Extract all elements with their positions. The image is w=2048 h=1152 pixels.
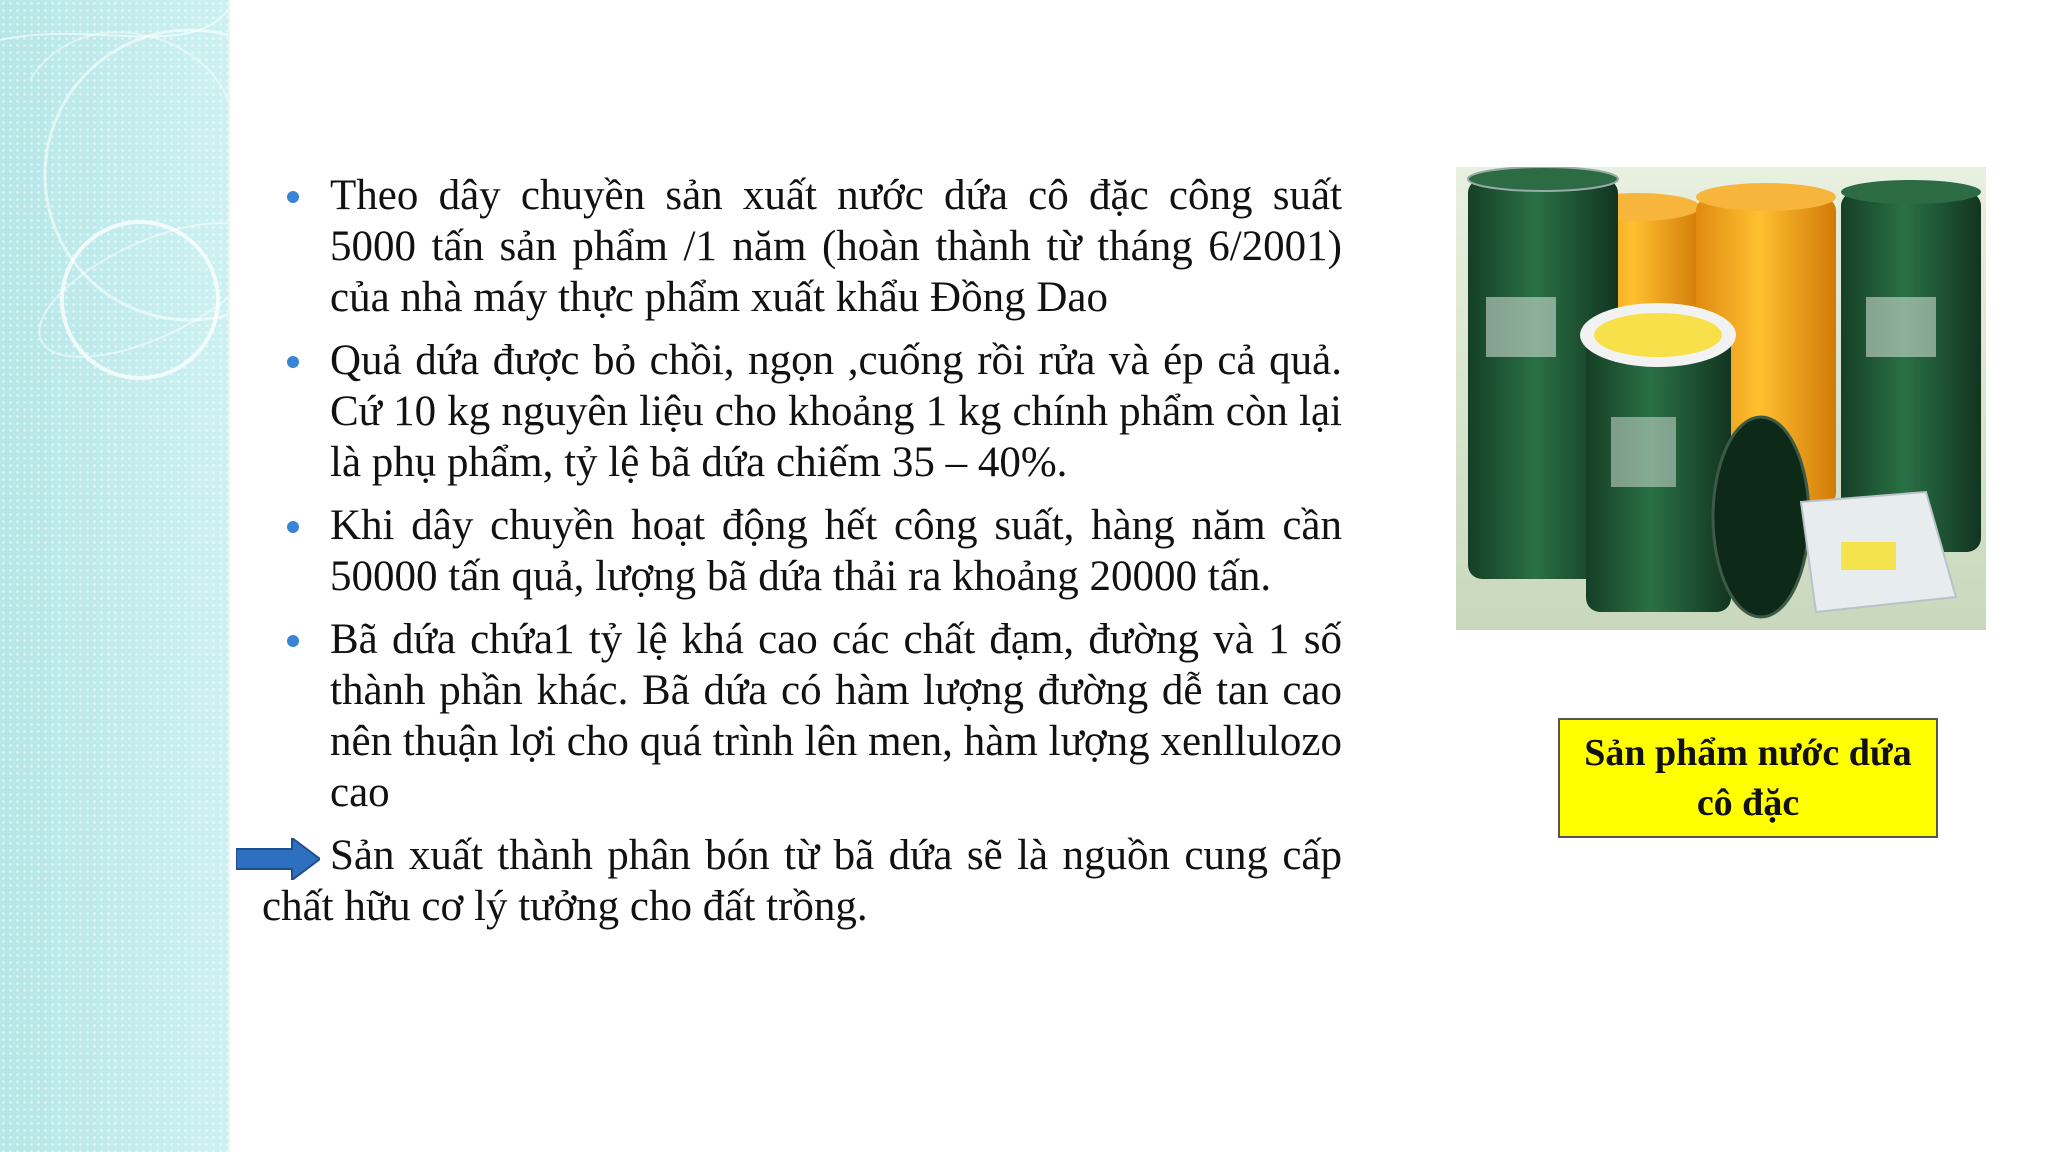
bullet-text: Khi dây chuyền hoạt động hết công suất, hàng năm cần 50000 tấn quả, lượng bã dứa thải ra khoảng 20000 tấn. [330, 502, 1342, 600]
barrels-illustration [1456, 167, 1986, 630]
caption-text: Sản phẩm nước dứa cô đặc [1584, 732, 1912, 824]
bullet-text: Bã dứa chứa1 tỷ lệ khá cao các chất đạm, đường và 1 số thành phần khác. Bã dứa có hàm lượng đường dễ tan cao nên thuận lợi cho quá trình lên men, hàm lượng xenllulozo cao [330, 616, 1342, 816]
bullet-dot-icon [287, 635, 299, 647]
bullet-item [262, 500, 1342, 602]
swirl-decoration [0, 0, 228, 1152]
bullet-list [262, 170, 1342, 818]
bullet-item [262, 170, 1342, 323]
caption-box [1558, 718, 1938, 838]
decorative-sidebar [0, 0, 230, 1152]
bullet-item [262, 335, 1342, 488]
bullet-item [262, 614, 1342, 818]
conclusion-paragraph [262, 830, 1342, 932]
bullet-text: Theo dây chuyền sản xuất nước dứa cô đặc công suất 5000 tấn sản phẩm /1 năm (hoàn thành từ tháng 6/2001) của nhà máy thực phẩm xuất khẩu Đồng Dao [330, 172, 1342, 321]
conclusion-text: Sản xuất thành phân bón từ bã dứa sẽ là nguồn cung cấp chất hữu cơ lý tưởng cho đất trồng. [262, 832, 1342, 930]
bullet-dot-icon [287, 191, 299, 203]
bullet-dot-icon [287, 521, 299, 533]
bullet-dot-icon [287, 356, 299, 368]
bullet-text: Quả dứa được bỏ chồi, ngọn ,cuống rồi rửa và ép cả quả. Cứ 10 kg nguyên liệu cho khoảng 1 kg chính phẩm còn lại là phụ phẩm, tỷ lệ bã dứa chiếm 35 – 40%. [330, 337, 1342, 486]
barrels-photo [1456, 167, 1986, 630]
right-arrow-icon [236, 838, 320, 880]
slide-body [262, 170, 1342, 932]
